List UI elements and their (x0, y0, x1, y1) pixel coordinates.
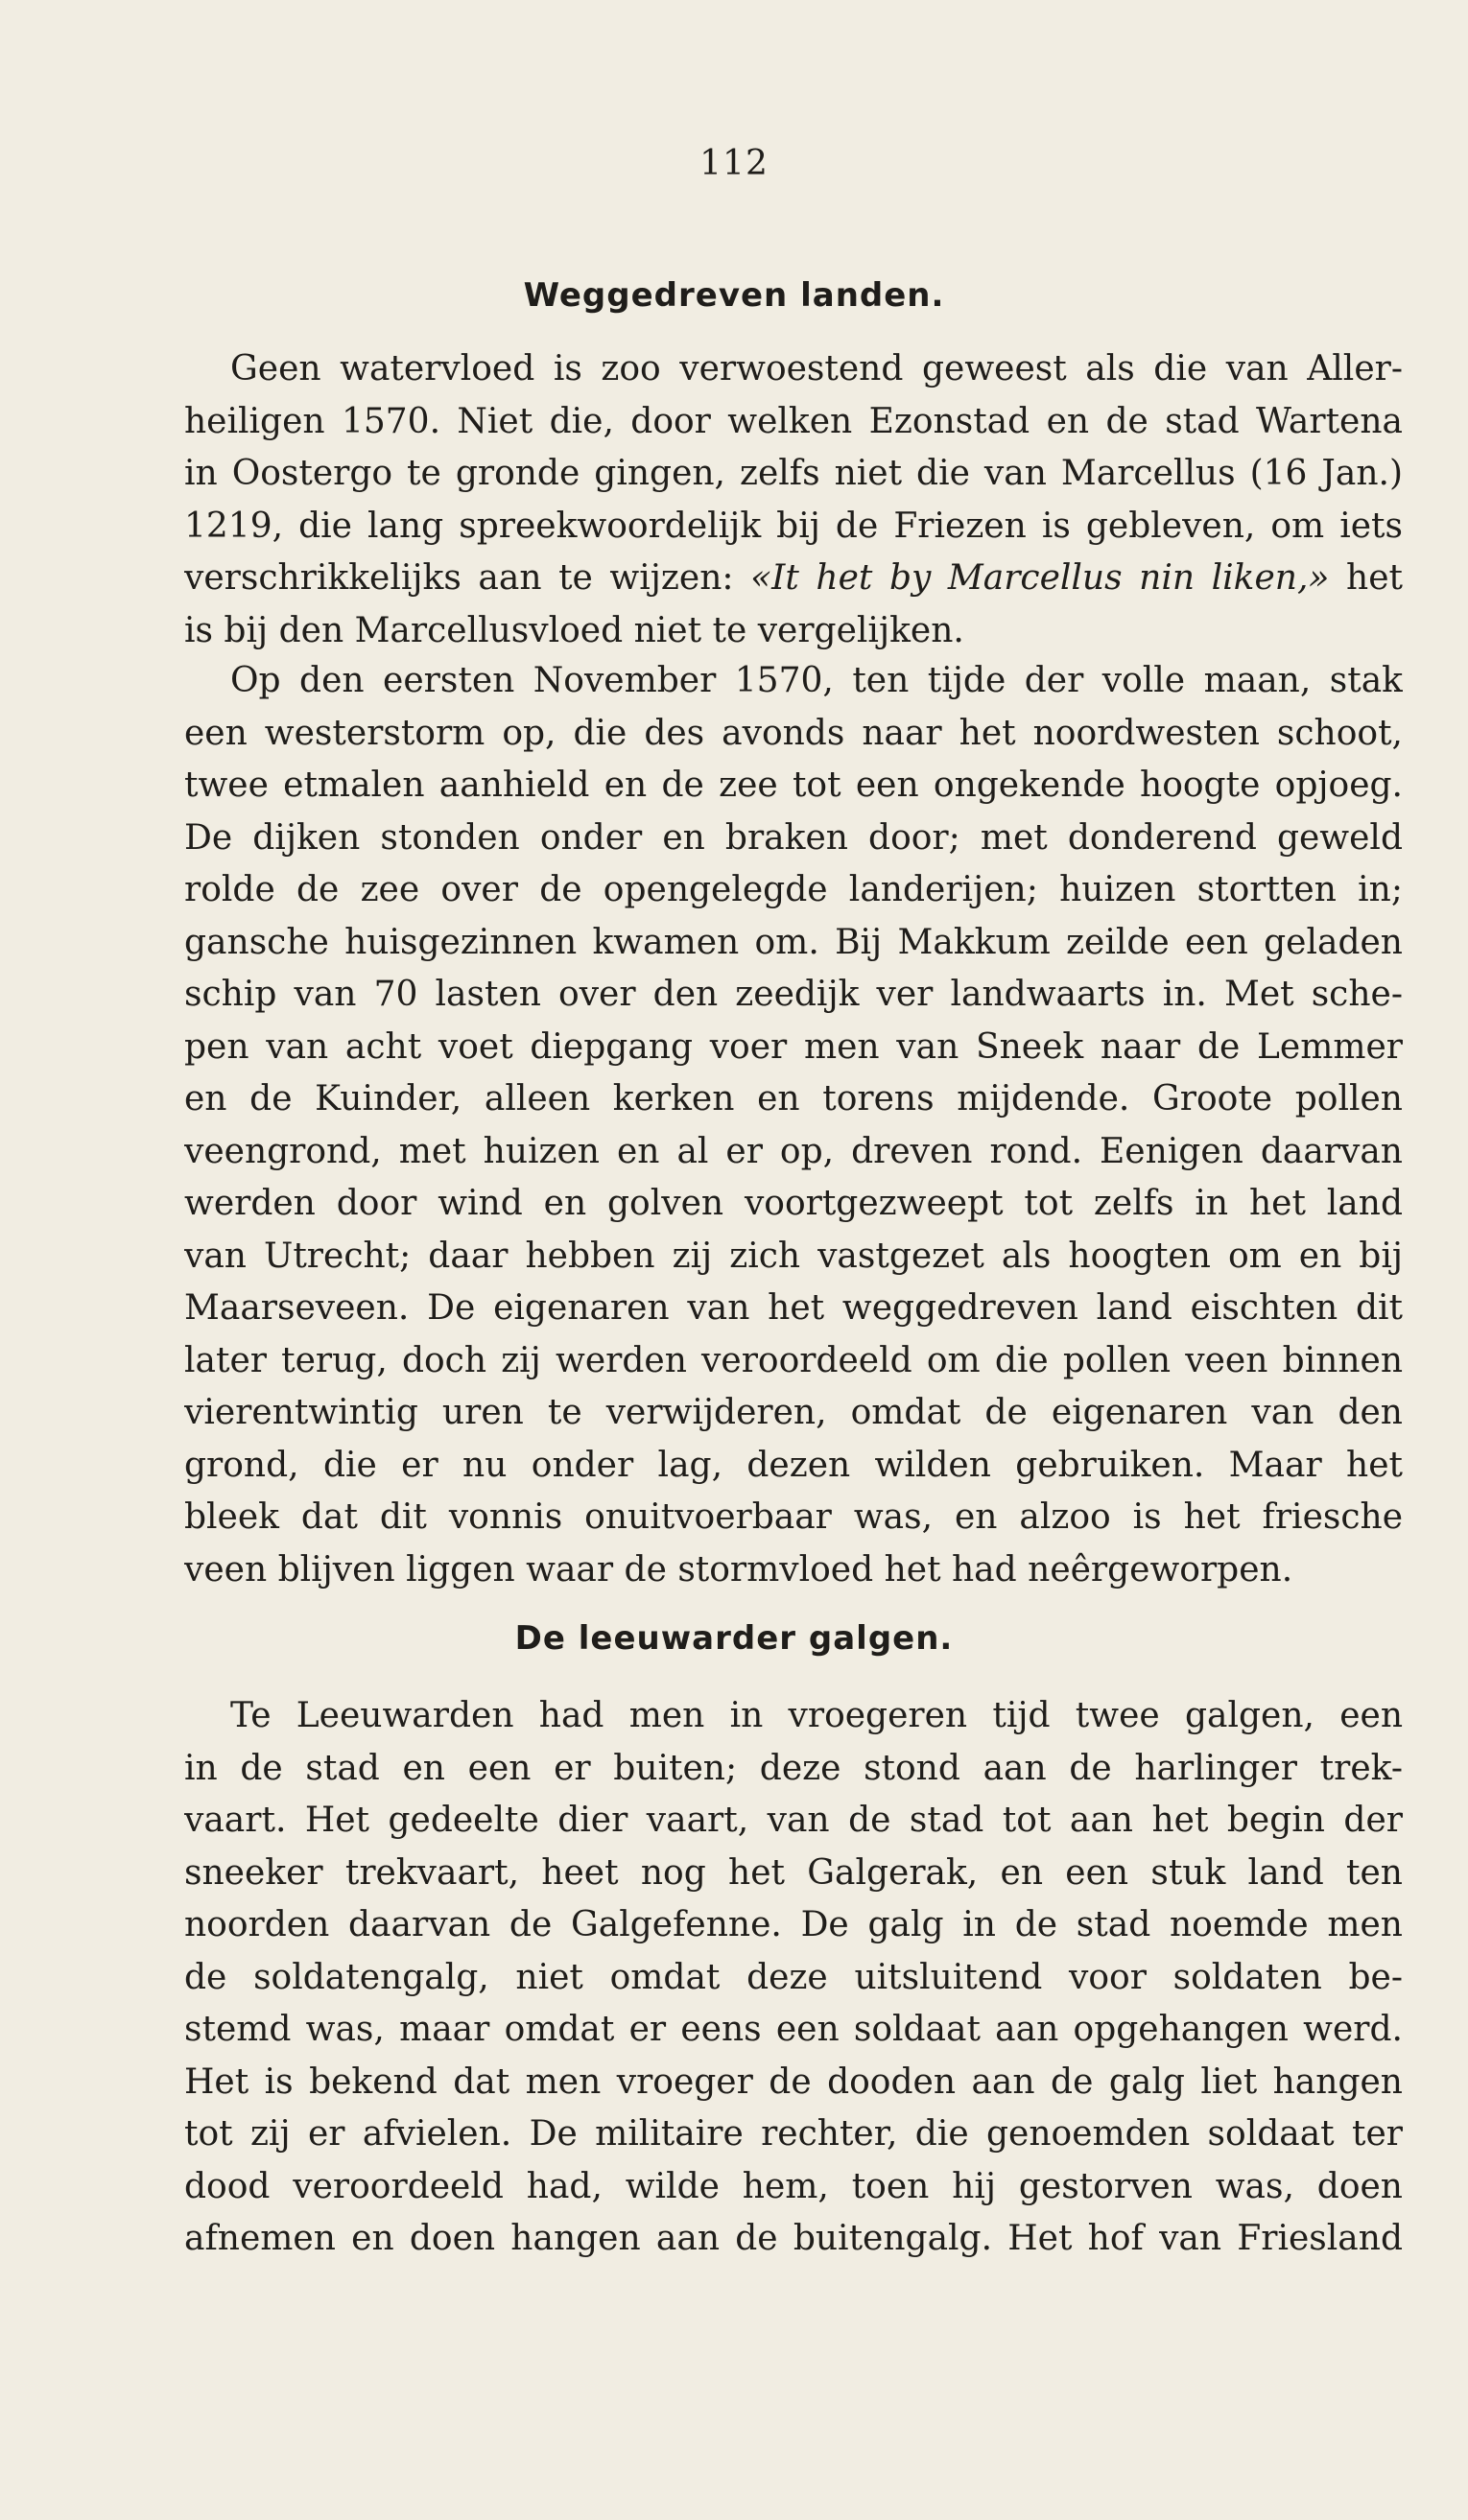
text-line: grond, die er nu onder lag, dezen wilden gebruiken. Maar het (184, 1445, 1403, 1485)
text-line: heiligen 1570. Niet die, door welken Ezonstad en de stad Wartena (184, 401, 1403, 441)
text-line: veen blijven liggen waar de stormvloed het had neêrgeworpen. (184, 1549, 1293, 1590)
text-line: twee etmalen aanhield en de zee tot een ongekende hoogte opjoeg. (184, 765, 1403, 805)
text-line: in de stad en een er buiten; deze stond aan de harlinger trek- (184, 1748, 1403, 1788)
text-line: gansche huisgezinnen kwamen om. Bij Makkum zeilde een geladen (184, 922, 1403, 962)
text-line: de soldatengalg, niet omdat deze uitsluitend voor soldaten be- (184, 1957, 1403, 1997)
text-line: De dijken stonden onder en braken door; met donderend geweld (184, 817, 1403, 858)
paragraph-watervloed (184, 343, 1403, 657)
text-line: tot zij er afvielen. De militaire rechter, die genoemden soldaat ter (184, 2114, 1403, 2154)
text-line: 1219, die lang spreekwoordelijk bij de Friezen is gebleven, om iets (184, 506, 1403, 546)
text-line: van Utrecht; daar hebben zij zich vastgezet als hoogten om en bij (184, 1236, 1403, 1276)
text-line: en de Kuinder, alleen kerken en torens mijdende. Groote pollen (184, 1079, 1403, 1119)
section-title-weggedreven-landen: Weggedreven landen. (523, 276, 945, 315)
text-line: rolde de zee over de opengelegde landerijen; huizen stortten in; (184, 870, 1403, 909)
text-line: Te Leeuwarden had men in vroegeren tijd twee galgen, een (230, 1696, 1403, 1735)
text-line: Op den eersten November 1570, ten tijde der volle maan, stak (230, 661, 1403, 700)
text-line-with-quote (184, 553, 1403, 605)
text-line: Maarseveen. De eigenaren van het weggedreven land eischten dit (184, 1288, 1403, 1328)
page-number: 112 (699, 144, 769, 183)
paragraph-galgen (184, 1690, 1403, 2266)
text-line: sneeker trekvaart, heet nog het Galgerak, en een stuk land ten (184, 1852, 1403, 1893)
text-line: werden door wind en golven voortgezweept tot zelfs in het land (184, 1184, 1403, 1223)
text-line: veengrond, met huizen en al er op, dreven rond. Eenigen daarvan (184, 1131, 1403, 1171)
text-line: vaart. Het gedeelte dier vaart, van de stad tot aan het begin der (184, 1801, 1403, 1840)
section-title-leeuwarder-galgen: De leeuwarder galgen. (514, 1619, 954, 1658)
text-line: een westerstorm op, die des avonds naar het noordwesten schoot, (184, 713, 1403, 753)
text-line: vierentwintig uren te verwijderen, omdat de eigenaren van den (184, 1393, 1403, 1432)
text-line: in Oostergo te gronde gingen, zelfs niet die van Marcellus (16 Jan.) (184, 454, 1403, 493)
paragraph-november-1570 (184, 655, 1403, 1596)
text-line: afnemen en doen hangen aan de buitengalg. Het hof van Friesland (184, 2219, 1403, 2258)
text-fragment: verschrikkelijks aan te wijzen: (184, 558, 734, 598)
text-line: bleek dat dit vonnis onuitvoerbaar was, en alzoo is het friesche (184, 1497, 1403, 1537)
text-fragment: het (1346, 558, 1403, 598)
text-line: is bij den Marcellusvloed niet te vergelijken. (184, 610, 964, 650)
text-line: dood veroordeeld had, wilde hem, toen hij gestorven was, doen (184, 2166, 1403, 2206)
text-line: schip van 70 lasten over den zeedijk ver landwaarts in. Met sche- (184, 975, 1403, 1014)
text-line: Het is bekend dat men vroeger de dooden aan de galg liet hangen (184, 2061, 1403, 2102)
text-line: noorden daarvan de Galgefenne. De galg in de stad noemde men (184, 1905, 1403, 1944)
text-line: Geen watervloed is zoo verwoestend geweest als die van Aller- (230, 349, 1403, 389)
frisian-quote: «It het by Marcellus nin liken,» (750, 558, 1330, 598)
text-line: pen van acht voet diepgang voer men van Sneek naar de Lemmer (184, 1026, 1403, 1067)
text-line: later terug, doch zij werden veroordeeld om die pollen veen binnen (184, 1340, 1403, 1380)
text-line: stemd was, maar omdat er eens een soldaat aan opgehangen werd. (184, 2010, 1403, 2049)
